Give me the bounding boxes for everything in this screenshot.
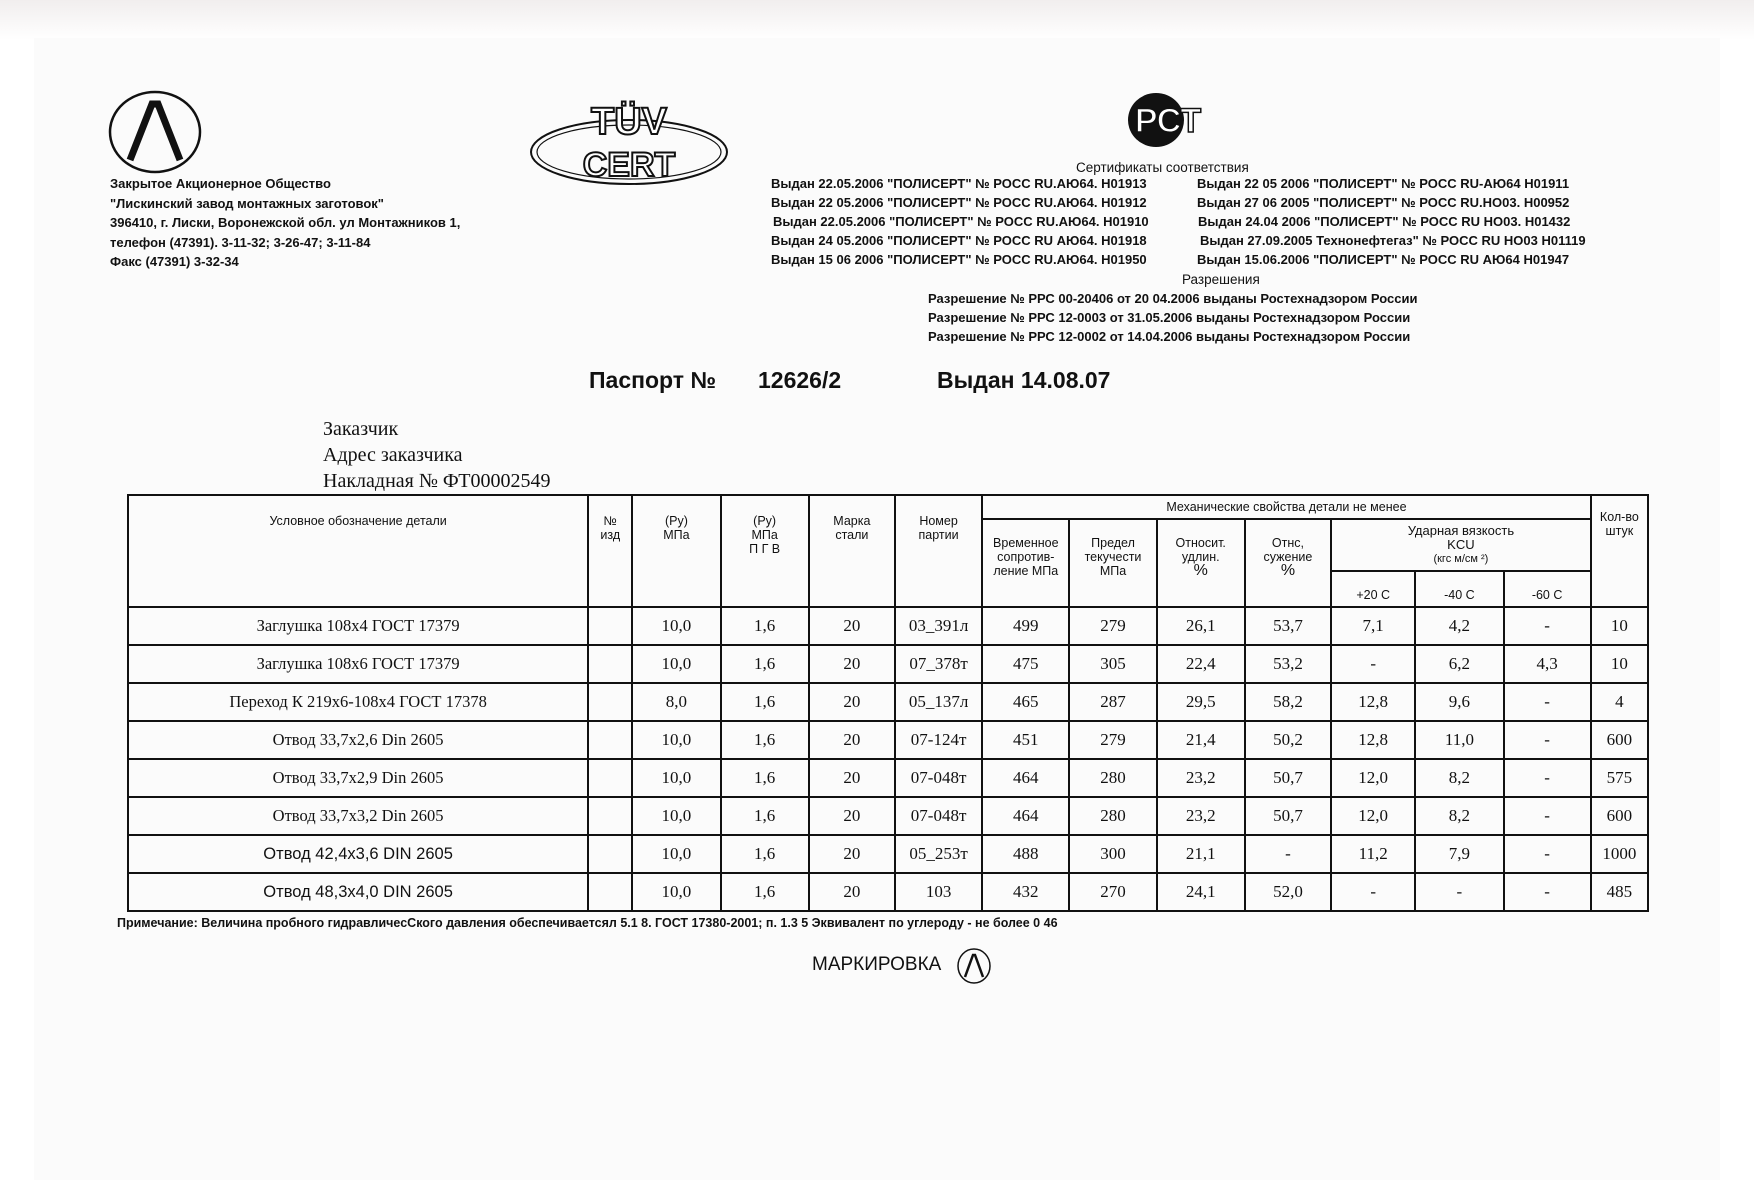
cell-num bbox=[588, 797, 632, 835]
permit-row: Разрешение № РРС 12-0003 от 31.05.2006 выданы Ростехнадзором России bbox=[928, 310, 1411, 325]
cell-num bbox=[588, 759, 632, 797]
cell-k60: - bbox=[1504, 721, 1591, 759]
cell-yield: 300 bbox=[1069, 835, 1156, 873]
cell-pgv: 1,6 bbox=[721, 797, 809, 835]
cell-elong: 21,1 bbox=[1157, 835, 1245, 873]
cell-reduct: 50,7 bbox=[1245, 797, 1331, 835]
cell-k60: - bbox=[1504, 873, 1591, 911]
customer-address-label: Адрес заказчика bbox=[323, 444, 463, 466]
certificates-title: Сертификаты соответствия bbox=[1076, 160, 1249, 175]
company-line: "Лискинский завод монтажных заготовок" bbox=[110, 195, 384, 211]
permit-row: Разрешение № РРС 12-0002 от 14.04.2006 выданы Ростехнадзором России bbox=[928, 329, 1411, 344]
cell-elong: 24,1 bbox=[1157, 873, 1245, 911]
company-line: Факс (47391) 3-32-34 bbox=[110, 254, 239, 269]
cell-num bbox=[588, 683, 632, 721]
footnote: Примечание: Величина пробного гидравличесСкого давления обеспечиваетсял 5.1 8. ГОСТ 17380-2001; п. 1.3 5 Эквивалент по углероду - не более 0 46 bbox=[117, 916, 1058, 930]
cell-tensile: 464 bbox=[982, 759, 1069, 797]
cell-reduct: - bbox=[1245, 835, 1331, 873]
cell-qty: 4 bbox=[1591, 683, 1648, 721]
header-impact-unit: (кгс м/см ²) bbox=[1433, 553, 1489, 565]
cell-qty: 10 bbox=[1591, 645, 1648, 683]
cell-yield: 280 bbox=[1069, 797, 1156, 835]
cell-steel: 20 bbox=[809, 721, 895, 759]
certificate-right: Выдан 27.09.2005 Технонефтегаз" № РОСС RU НО03 Н01119 bbox=[1200, 233, 1586, 248]
cell-py: 10,0 bbox=[632, 607, 720, 645]
cell-qty: 600 bbox=[1591, 721, 1648, 759]
header-t40: -40 С bbox=[1415, 571, 1503, 607]
table-row bbox=[128, 759, 1648, 797]
cell-qty: 10 bbox=[1591, 607, 1648, 645]
cell-batch: 05_253т bbox=[895, 835, 982, 873]
cell-py: 10,0 bbox=[632, 797, 720, 835]
cell-k40: 4,2 bbox=[1415, 607, 1503, 645]
cell-batch: 07-048т bbox=[895, 797, 982, 835]
cell-elong: 26,1 bbox=[1157, 607, 1245, 645]
cell-k20: 12,8 bbox=[1331, 683, 1415, 721]
customer-label: Заказчик bbox=[323, 418, 399, 440]
header-steel: Марка стали bbox=[809, 495, 895, 607]
company-block bbox=[110, 174, 460, 272]
cell-yield: 279 bbox=[1069, 607, 1156, 645]
cell-name: Отвод 33,7х2,6 Din 2605 bbox=[128, 721, 588, 759]
cell-num bbox=[588, 835, 632, 873]
cell-pgv: 1,6 bbox=[721, 683, 809, 721]
cell-yield: 270 bbox=[1069, 873, 1156, 911]
table-row bbox=[128, 683, 1648, 721]
cell-k20: - bbox=[1331, 645, 1415, 683]
cell-elong: 21,4 bbox=[1157, 721, 1245, 759]
cell-steel: 20 bbox=[809, 873, 895, 911]
certificate-left: Выдан 22 05.2006 "ПОЛИСЕРТ" № РОСС RU.АЮ64. Н01912 bbox=[771, 195, 1147, 210]
header-name: Условное обозначение детали bbox=[128, 495, 588, 607]
cell-tensile: 464 bbox=[982, 797, 1069, 835]
cell-name: Отвод 33,7х3,2 Din 2605 bbox=[128, 797, 588, 835]
cell-k60: - bbox=[1504, 607, 1591, 645]
cell-k60: - bbox=[1504, 759, 1591, 797]
table-row bbox=[128, 645, 1648, 683]
header-mechanical-group: Механические свойства детали не менее bbox=[982, 495, 1591, 519]
table-row bbox=[128, 797, 1648, 835]
certificate-right: Выдан 22 05 2006 "ПОЛИСЕРТ" № РОСС RU-АЮ64 Н01911 bbox=[1197, 176, 1570, 191]
cell-name: Заглушка 108х6 ГОСТ 17379 bbox=[128, 645, 588, 683]
cell-k20: 12,8 bbox=[1331, 721, 1415, 759]
cell-qty: 1000 bbox=[1591, 835, 1648, 873]
company-line: 396410, г. Лиски, Воронежской обл. ул Монтажников 1, bbox=[110, 215, 461, 230]
cell-yield: 305 bbox=[1069, 645, 1156, 683]
table-row bbox=[128, 873, 1648, 911]
company-logo-letter: Λ bbox=[154, 150, 156, 151]
cell-k20: 12,0 bbox=[1331, 759, 1415, 797]
header-elong-label: Относит. удлин. bbox=[1175, 536, 1226, 564]
cell-k40: 8,2 bbox=[1415, 797, 1503, 835]
passport-issued: Выдан 14.08.07 bbox=[937, 367, 1111, 393]
header-yield: Предел текучести МПа bbox=[1069, 519, 1156, 607]
cell-tensile: 465 bbox=[982, 683, 1069, 721]
cell-k60: 4,3 bbox=[1504, 645, 1591, 683]
cell-pgv: 1,6 bbox=[721, 645, 809, 683]
cell-name: Отвод 42,4х3,6 DIN 2605 bbox=[128, 835, 588, 873]
cell-tensile: 488 bbox=[982, 835, 1069, 873]
cell-yield: 279 bbox=[1069, 721, 1156, 759]
tuv-cert-logo bbox=[528, 98, 730, 192]
cell-num bbox=[588, 607, 632, 645]
cell-reduct: 52,0 bbox=[1245, 873, 1331, 911]
cell-k40: 11,0 bbox=[1415, 721, 1503, 759]
cell-qty: 575 bbox=[1591, 759, 1648, 797]
cell-batch: 07-048т bbox=[895, 759, 982, 797]
certificate-right: Выдан 27 06 2005 "ПОЛИСЕРТ" № РОСС RU.НО03. Н00952 bbox=[1197, 195, 1570, 210]
cell-reduct: 50,2 bbox=[1245, 721, 1331, 759]
header-t60: -60 С bbox=[1504, 571, 1591, 607]
cell-k20: 7,1 bbox=[1331, 607, 1415, 645]
cell-batch: 03_391л bbox=[895, 607, 982, 645]
cell-pgv: 1,6 bbox=[721, 607, 809, 645]
permits-title: Разрешения bbox=[1182, 272, 1260, 287]
cell-num bbox=[588, 721, 632, 759]
cell-name: Переход К 219х6-108х4 ГОСТ 17378 bbox=[128, 683, 588, 721]
table-row bbox=[128, 607, 1648, 645]
header-impact-kcu: KCU bbox=[1447, 537, 1475, 552]
header-py-pgv: (Ру) МПа П Г В bbox=[721, 495, 809, 607]
cell-k40: - bbox=[1415, 873, 1503, 911]
permit-row: Разрешение № РРС 00-20406 от 20 04.2006 выданы Ростехнадзором России bbox=[928, 291, 1418, 306]
cell-yield: 287 bbox=[1069, 683, 1156, 721]
cell-elong: 23,2 bbox=[1157, 759, 1245, 797]
cell-k20: 11,2 bbox=[1331, 835, 1415, 873]
cell-batch: 05_137л bbox=[895, 683, 982, 721]
header-impact-title: Ударная вязкость bbox=[1407, 523, 1515, 538]
cert-text: CERT bbox=[582, 146, 676, 184]
rst-logo bbox=[1126, 90, 1212, 152]
header-reduct-label: Отнс, сужение bbox=[1263, 536, 1313, 564]
cell-steel: 20 bbox=[809, 683, 895, 721]
marking-label: МАРКИРОВКА bbox=[812, 954, 942, 975]
marking-logo bbox=[956, 948, 992, 984]
header-py-mpa: (Ру) МПа bbox=[632, 495, 720, 607]
cell-pgv: 1,6 bbox=[721, 759, 809, 797]
certificate-left: Выдан 15 06 2006 "ПОЛИСЕРТ" № РОСС RU.АЮ64. Н01950 bbox=[771, 252, 1147, 267]
cell-pgv: 1,6 bbox=[721, 721, 809, 759]
cell-tensile: 475 bbox=[982, 645, 1069, 683]
cell-steel: 20 bbox=[809, 797, 895, 835]
passport-number: 12626/2 bbox=[758, 367, 842, 393]
cell-py: 10,0 bbox=[632, 721, 720, 759]
invoice-number: Накладная № ФТ00002549 bbox=[323, 470, 551, 492]
cell-qty: 600 bbox=[1591, 797, 1648, 835]
table-row bbox=[128, 721, 1648, 759]
cell-py: 10,0 bbox=[632, 645, 720, 683]
cell-name: Отвод 33,7х2,9 Din 2605 bbox=[128, 759, 588, 797]
cell-k60: - bbox=[1504, 835, 1591, 873]
certificate-right: Выдан 24.04 2006 "ПОЛИСЕРТ" № РОСС RU НО03. Н01432 bbox=[1198, 214, 1571, 229]
cell-tensile: 432 bbox=[982, 873, 1069, 911]
cell-batch: 07_378т bbox=[895, 645, 982, 683]
cell-tensile: 499 bbox=[982, 607, 1069, 645]
header-impact bbox=[1331, 519, 1591, 571]
cell-k20: 12,0 bbox=[1331, 797, 1415, 835]
cell-num bbox=[588, 873, 632, 911]
cell-k40: 7,9 bbox=[1415, 835, 1503, 873]
tuv-text: TÜV bbox=[591, 101, 667, 143]
certificate-right: Выдан 15.06.2006 "ПОЛИСЕРТ" № РОСС RU АЮ64 Н01947 bbox=[1197, 252, 1570, 267]
cell-py: 8,0 bbox=[632, 683, 720, 721]
header-batch: Номер партии bbox=[895, 495, 982, 607]
company-line: телефон (47391). 3-11-32; 3-26-47; 3-11-84 bbox=[110, 234, 371, 250]
cell-name: Заглушка 108х4 ГОСТ 17379 bbox=[128, 607, 588, 645]
cell-k40: 9,6 bbox=[1415, 683, 1503, 721]
header-tensile: Временное сопротив-ление МПа bbox=[982, 519, 1069, 607]
certificate-left: Выдан 24 05.2006 "ПОЛИСЕРТ" № РОСС RU АЮ64. Н01918 bbox=[771, 233, 1147, 248]
cell-elong: 29,5 bbox=[1157, 683, 1245, 721]
scan-edge bbox=[0, 0, 1754, 40]
cell-reduct: 53,7 bbox=[1245, 607, 1331, 645]
cell-reduct: 50,7 bbox=[1245, 759, 1331, 797]
cell-pgv: 1,6 bbox=[721, 873, 809, 911]
header-elong bbox=[1157, 519, 1245, 607]
cell-reduct: 58,2 bbox=[1245, 683, 1331, 721]
certificate-left: Выдан 22.05.2006 "ПОЛИСЕРТ" № РОСС RU.АЮ64. Н01913 bbox=[771, 176, 1147, 191]
header-elong-unit: % bbox=[1193, 562, 1208, 579]
cell-k40: 8,2 bbox=[1415, 759, 1503, 797]
cell-tensile: 451 bbox=[982, 721, 1069, 759]
header-reduct-unit: % bbox=[1280, 562, 1296, 579]
header-qty: Кол-во штук bbox=[1591, 495, 1648, 607]
cell-name: Отвод 48,3х4,0 DIN 2605 bbox=[128, 873, 588, 911]
cell-yield: 280 bbox=[1069, 759, 1156, 797]
cell-elong: 23,2 bbox=[1157, 797, 1245, 835]
cell-k60: - bbox=[1504, 683, 1591, 721]
cell-k40: 6,2 bbox=[1415, 645, 1503, 683]
cell-py: 10,0 bbox=[632, 835, 720, 873]
header-num: № изд bbox=[588, 495, 632, 607]
company-logo bbox=[108, 90, 202, 174]
cell-batch: 07-124т bbox=[895, 721, 982, 759]
table-row bbox=[128, 835, 1648, 873]
cell-elong: 22,4 bbox=[1157, 645, 1245, 683]
passport-label: Паспорт № bbox=[589, 367, 717, 393]
cell-k60: - bbox=[1504, 797, 1591, 835]
cell-num bbox=[588, 645, 632, 683]
company-line: Закрытое Акционерное Общество bbox=[110, 176, 331, 191]
cell-qty: 485 bbox=[1591, 873, 1648, 911]
cell-steel: 20 bbox=[809, 759, 895, 797]
cell-pgv: 1,6 bbox=[721, 835, 809, 873]
certificate-left: Выдан 22.05.2006 "ПОЛИСЕРТ" № РОСС RU.АЮ64. Н01910 bbox=[773, 214, 1149, 229]
header-t20: +20 С bbox=[1331, 571, 1415, 607]
cell-steel: 20 bbox=[809, 645, 895, 683]
mechanical-properties-table bbox=[127, 494, 1649, 912]
cell-k20: - bbox=[1331, 873, 1415, 911]
header-reduct bbox=[1245, 519, 1331, 607]
cell-py: 10,0 bbox=[632, 873, 720, 911]
cell-py: 10,0 bbox=[632, 759, 720, 797]
cell-batch: 103 bbox=[895, 873, 982, 911]
cell-reduct: 53,2 bbox=[1245, 645, 1331, 683]
cell-steel: 20 bbox=[809, 835, 895, 873]
cell-steel: 20 bbox=[809, 607, 895, 645]
rst-text: РСТ bbox=[1134, 102, 1202, 140]
